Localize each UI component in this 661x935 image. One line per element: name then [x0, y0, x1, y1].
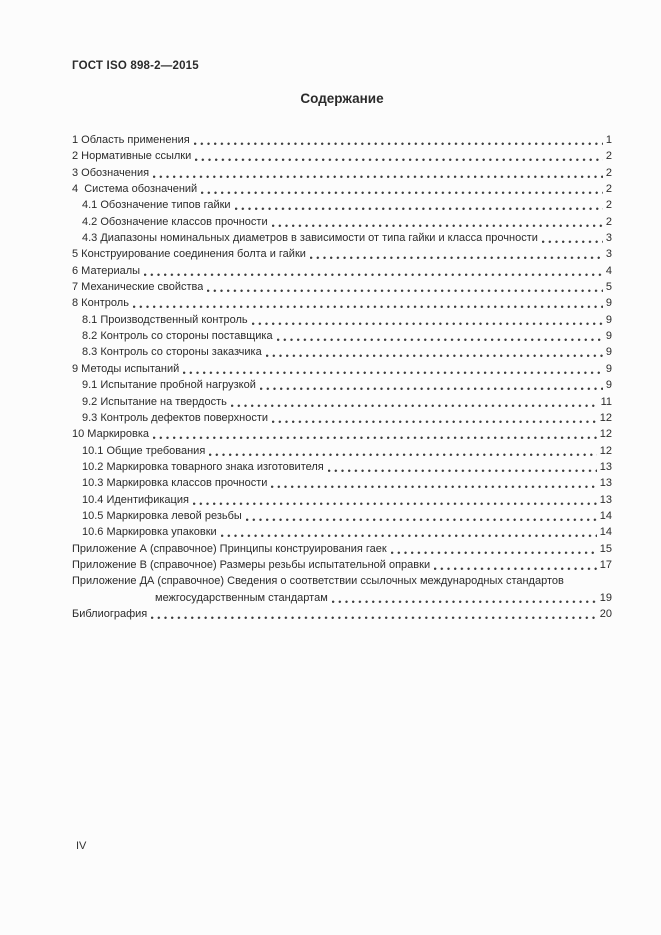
toc-entry: [72, 328, 612, 344]
toc-page-number: 14: [599, 509, 612, 522]
toc-page-number: 4: [605, 264, 612, 277]
toc-entry: [72, 475, 612, 491]
toc-entry: [72, 410, 612, 426]
toc-entry-label: 2 Нормативные ссылки: [72, 150, 192, 163]
toc-page-number: 9: [605, 330, 612, 343]
toc-entry-label: Приложение В (справочное) Размеры резьбы испытательной оправки: [72, 558, 431, 571]
document-designation: ГОСТ ISO 898-2—2015: [72, 60, 199, 72]
toc-entry-label: 6 Материалы: [72, 264, 141, 277]
toc-entry-label: Приложение ДА (справочное) Сведения о соответствии ссылочных международных стандартов: [72, 575, 564, 588]
toc-entry-continuation: [72, 590, 612, 606]
toc-entry-label: 9.3 Контроль дефектов поверхности: [82, 411, 269, 424]
toc-entry-label: 5 Конструирование соединения болта и гайки: [72, 248, 306, 261]
page-title: Содержание: [300, 91, 384, 106]
toc-entry: [72, 230, 612, 246]
dot-leader: [183, 361, 603, 377]
toc-entry: [72, 312, 612, 328]
toc-entry: [72, 246, 612, 262]
toc-page-number: 12: [599, 411, 612, 424]
toc-entry: [72, 165, 612, 181]
dot-leader: [260, 377, 603, 393]
dot-leader: [542, 230, 603, 246]
toc-entry-label: 3 Обозначения: [72, 166, 150, 179]
toc-page-number: 1: [605, 134, 612, 146]
toc-page-number: 9: [605, 379, 612, 392]
dot-leader: [310, 246, 603, 262]
toc-entry-label: 4.1 Обозначение типов гайки: [82, 199, 231, 212]
dot-leader: [328, 459, 597, 475]
dot-leader: [252, 312, 603, 328]
toc-entry: [72, 148, 612, 164]
toc-entry-label: 4 Система обозначений: [72, 183, 198, 196]
toc-page-number: 13: [599, 477, 612, 490]
toc-list: [72, 132, 612, 622]
toc-entry: [72, 573, 612, 589]
toc-page-number: 11: [600, 395, 612, 408]
toc-page-number: 20: [599, 607, 612, 620]
toc-entry: [72, 443, 612, 459]
toc-entry: [72, 492, 612, 508]
dot-leader: [153, 165, 603, 181]
dot-leader: [391, 541, 597, 557]
toc-entry: [72, 279, 612, 295]
toc-page-number: 17: [599, 558, 612, 571]
toc-entry-label: 8.1 Производственный контроль: [82, 313, 248, 326]
toc-page-number: 2: [605, 183, 612, 196]
toc-page-number: 2: [605, 215, 612, 228]
dot-leader: [235, 197, 603, 213]
toc-entry: [72, 344, 612, 360]
dot-leader: [193, 492, 597, 508]
dot-leader: [272, 410, 597, 426]
toc-entry: [72, 214, 612, 230]
dot-leader: [201, 181, 603, 197]
toc-entry-label: 8 Контроль: [72, 297, 129, 310]
toc-entry-label: 10.6 Маркировка упаковки: [82, 526, 217, 539]
toc-entry: [72, 606, 612, 622]
footer-page-number: IV: [76, 840, 87, 852]
dot-leader: [231, 394, 598, 410]
toc-entry: [72, 459, 612, 475]
toc-entry: [72, 394, 612, 410]
toc-page-number: 9: [605, 362, 612, 375]
dot-leader: [207, 279, 602, 295]
toc-page-number: 19: [599, 591, 612, 604]
toc-page-number: 2: [605, 199, 612, 212]
toc-page-number: 5: [605, 281, 612, 294]
toc-entry: [72, 557, 612, 573]
dot-leader: [194, 132, 603, 148]
toc-page-number: 9: [605, 346, 612, 359]
toc-page-number: 12: [599, 428, 612, 441]
toc-page-number: 14: [599, 526, 612, 539]
toc-page-number: 3: [605, 232, 612, 245]
toc-entry-label: 10.3 Маркировка классов прочности: [82, 477, 268, 490]
toc-page-number: 15: [599, 542, 612, 555]
toc-entry: [72, 426, 612, 442]
toc-entry-label: 9.2 Испытание на твердость: [82, 395, 227, 408]
toc-entry-label: межгосударственным стандартам: [155, 591, 328, 604]
toc-entry: [72, 132, 612, 148]
toc-entry: [72, 197, 612, 213]
toc-page-number: 13: [599, 460, 612, 473]
toc-entry-label: 7 Механические свойства: [72, 281, 204, 294]
toc-entry: [72, 377, 612, 393]
toc-entry-label: 4.3 Диапазоны номинальных диаметров в зависимости от типа гайки и класса прочности: [82, 232, 538, 245]
toc-entry-label: 9 Методы испытаний: [72, 362, 180, 375]
toc-page-number: 12: [599, 444, 612, 457]
dot-leader: [271, 475, 596, 491]
toc-page-number: 13: [599, 493, 612, 506]
toc-entry-label: 4.2 Обозначение классов прочности: [82, 215, 268, 228]
dot-leader: [133, 295, 603, 311]
toc-page-number: 9: [605, 297, 612, 310]
dot-leader: [209, 443, 596, 459]
toc-entry-label: 1 Область применения: [72, 134, 190, 146]
toc-entry: [72, 541, 612, 557]
dot-leader: [144, 263, 603, 279]
dot-leader: [272, 214, 603, 230]
dot-leader: [153, 426, 597, 442]
toc-entry-label: 10.2 Маркировка товарного знака изготовителя: [82, 460, 324, 473]
dot-leader: [195, 148, 603, 164]
dot-leader: [277, 328, 603, 344]
toc-entry-label: Приложение А (справочное) Принципы конструирования гаек: [72, 542, 387, 555]
dot-leader: [246, 508, 597, 524]
dot-leader: [266, 344, 603, 360]
toc-page-number: 9: [605, 313, 612, 326]
toc-entry-label: 10 Маркировка: [72, 428, 150, 441]
dot-leader: [434, 557, 597, 573]
toc-entry-label: Библиография: [72, 607, 148, 620]
toc-page-number: 2: [605, 166, 612, 179]
toc-entry: [72, 508, 612, 524]
dot-leader: [221, 524, 597, 540]
toc-entry: [72, 524, 612, 540]
toc-entry: [72, 361, 612, 377]
toc-entry-label: 8.2 Контроль со стороны поставщика: [82, 330, 273, 343]
toc-entry: [72, 263, 612, 279]
toc-entry-label: 8.3 Контроль со стороны заказчика: [82, 346, 262, 359]
toc-page-number: 2: [605, 150, 612, 163]
toc-entry: [72, 295, 612, 311]
toc-entry-label: 10.5 Маркировка левой резьбы: [82, 509, 242, 522]
dot-leader: [332, 590, 597, 606]
dot-leader: [151, 606, 597, 622]
toc-page-number: 3: [605, 248, 612, 261]
toc-entry-label: 10.4 Идентификация: [82, 493, 189, 506]
toc-entry-label: 10.1 Общие требования: [82, 444, 206, 457]
toc-entry: [72, 181, 612, 197]
toc-entry-label: 9.1 Испытание пробной нагрузкой: [82, 379, 256, 392]
